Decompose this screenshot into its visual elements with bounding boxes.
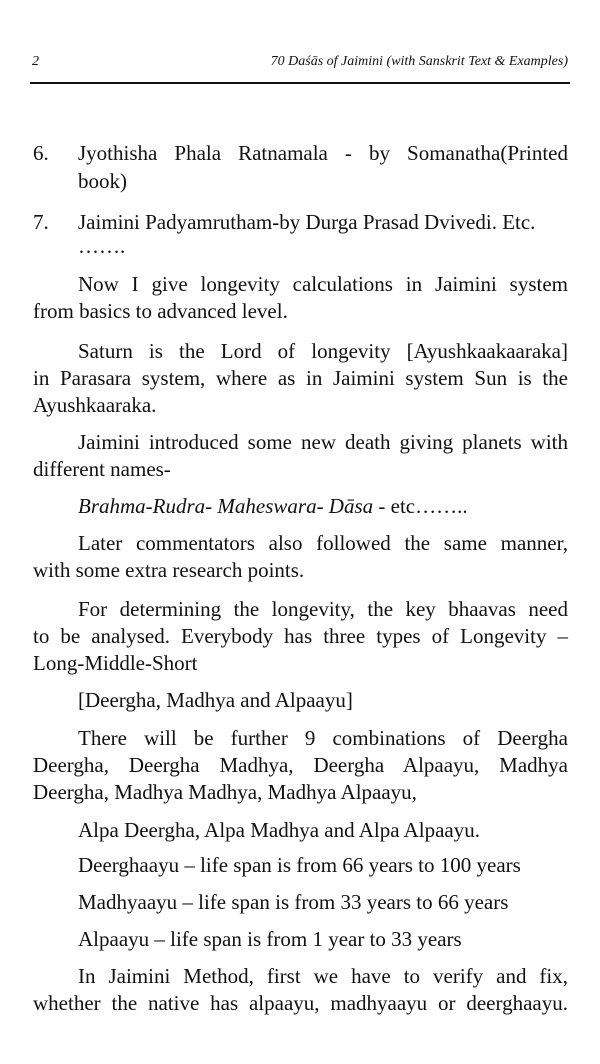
paragraph-line: different names-	[33, 457, 171, 481]
paragraph-line: Saturn is the Lord of longevity [Ayushkaakaaraka]	[78, 339, 568, 363]
paragraph-line: In Jaimini Method, first we have to verify and fix,	[78, 964, 568, 988]
list-item-text: …….	[78, 234, 126, 258]
paragraph-line: Now I give longevity calculations in Jaimini system	[78, 272, 568, 296]
paragraph-line: There will be further 9 combinations of Deergha	[78, 726, 568, 750]
paragraph-line: Alpaayu – life span is from 1 year to 33 years	[78, 927, 462, 951]
page-number: 2	[32, 54, 39, 69]
list-item-text: Jyothisha Phala Ratnamala - by Somanatha(Printed	[78, 141, 568, 165]
paragraph-line: with some extra research points.	[33, 558, 305, 582]
paragraph-line: from basics to advanced level.	[33, 299, 288, 323]
list-item-number: 7.	[33, 210, 49, 234]
paragraph-line: to be analysed. Everybody has three types of Longevity –	[33, 624, 568, 648]
italic-terms: Brahma-Rudra- Maheswara- Dāsa	[78, 494, 374, 518]
paragraph-line: Deergha, Deergha Madhya, Deergha Alpaayu, Madhya	[33, 753, 568, 777]
paragraph-line: Jaimini introduced some new death giving planets with	[78, 430, 568, 454]
paragraph-line: Later commentators also followed the same manner,	[78, 531, 568, 555]
list-item-number: 6.	[33, 141, 49, 165]
header-rule	[30, 82, 570, 84]
paragraph-line	[78, 493, 468, 519]
paragraph-line: Ayushkaaraka.	[33, 393, 157, 417]
page-header	[32, 54, 568, 76]
italic-terms-suffix: - etc……..	[373, 494, 468, 518]
paragraph-line: Alpa Deergha, Alpa Madhya and Alpa Alpaayu.	[78, 818, 481, 842]
list-item-text: Jaimini Padyamrutham-by Durga Prasad Dvivedi. Etc.	[78, 210, 536, 234]
paragraph-line: whether the native has alpaayu, madhyaayu or deerghaayu.	[33, 991, 568, 1015]
running-title: 70 Daśās of Jaimini (with Sanskrit Text & Examples)	[270, 54, 568, 69]
paragraph-line: [Deergha, Madhya and Alpaayu]	[78, 688, 353, 712]
paragraph-line: Madhyaayu – life span is from 33 years to 66 years	[78, 890, 509, 914]
paragraph-line: Long-Middle-Short	[33, 651, 198, 675]
list-item-text: book)	[78, 169, 127, 193]
paragraph-line: Deerghaayu – life span is from 66 years to 100 years	[78, 853, 521, 877]
paragraph-line: Deergha, Madhya Madhya, Madhya Alpaayu,	[33, 780, 417, 804]
paragraph-line: in Parasara system, where as in Jaimini system Sun is the	[33, 366, 568, 390]
paragraph-line: For determining the longevity, the key bhaavas need	[78, 597, 568, 621]
